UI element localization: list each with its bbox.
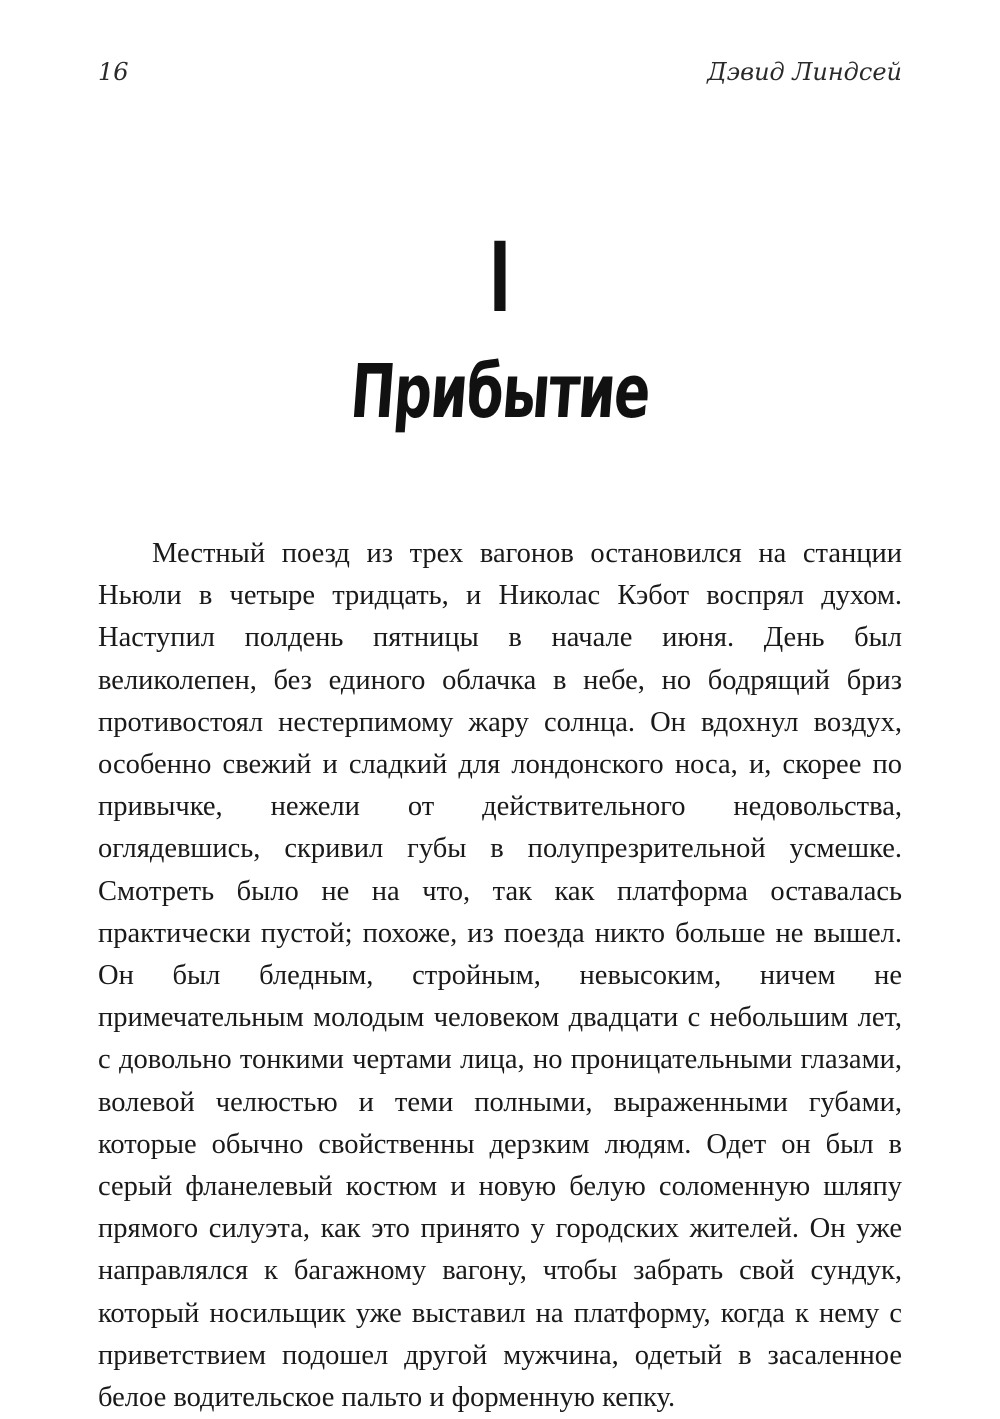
chapter-number: I: [488, 222, 512, 334]
running-head: [98, 58, 902, 98]
chapter-title: Прибытие: [347, 349, 653, 435]
running-head-author: Дэвид Линдсей: [707, 58, 902, 86]
body-paragraph: Местный поезд из трех вагонов остановился на станции Ньюли в четыре тридцать, и Николас Кэбот воспрял духом. Наступил полдень пятницы в начале июня. День был великолепен, без единого облачка в небе, но бодрящий бриз противостоял нестерпимому жару солнца. Он вдохнул воздух, особенно свежий и сладкий для лондонского носа, и, скорее по привычке, нежели от действительного недовольства, оглядевшись, скривил губы в полупрезрительной усмешке. Смотреть было не на что, так как платформа оставалась практически пустой; похоже, из поезда никто больше не вышел. Он был бледным, стройным, невысоким, ничем не примечательным молодым человеком двадцати с небольшим лет, с довольно тонкими чертами лица, но проницательными глазами, волевой челюстью и теми полными, выраженными губами, которые обычно свойственны дерзким людям. Одет он был в серый фланелевый костюм и новую белую соломенную шляпу прямого силуэта, как это принято у городских жителей. Он уже направлялся к багажному вагону, чтобы забрать свой сундук, который носильщик уже выставил на платформу, когда к нему с приветствием подошел другой мужчина, одетый в засаленное белое водительское пальто и форменную кепку.: [98, 538, 902, 1414]
page-number: 16: [98, 58, 129, 86]
chapter-heading: [0, 222, 1000, 440]
